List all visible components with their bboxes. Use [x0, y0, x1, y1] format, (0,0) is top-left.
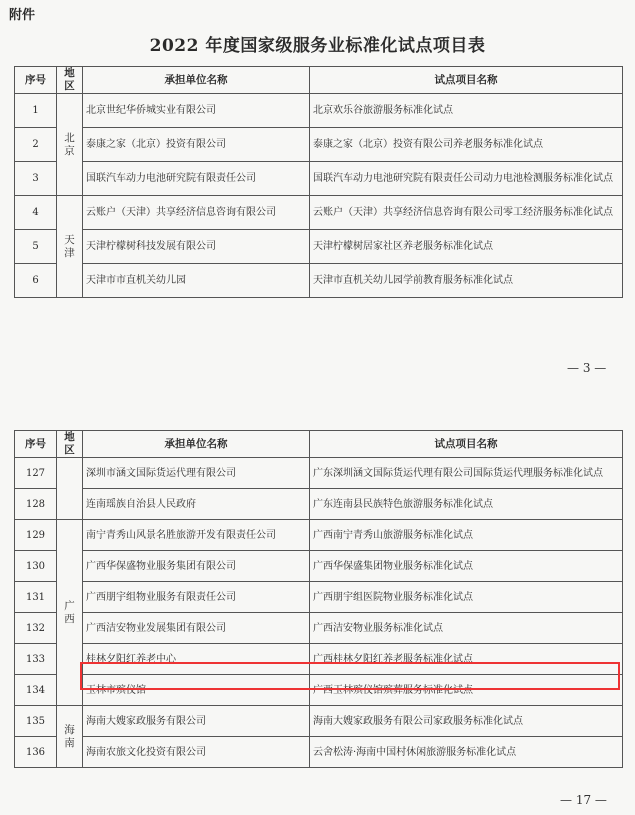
region-cell: 广西 — [57, 520, 83, 706]
region-cell: 海南 — [57, 706, 83, 768]
page-number: — 17 — — [560, 793, 607, 807]
row-unit: 连南瑶族自治县人民政府 — [83, 489, 310, 520]
region-cell: 天津 — [57, 196, 83, 298]
row-no: 3 — [15, 162, 57, 196]
table-row — [15, 196, 623, 230]
header-project: 试点项目名称 — [310, 67, 623, 94]
row-no: 135 — [15, 706, 57, 737]
row-project: 广东深圳涵文国际货运代理有限公司国际货运代理服务标准化试点 — [310, 458, 623, 489]
table-row — [15, 737, 623, 768]
page-title: 2022 年度国家级服务业标准化试点项目表 — [149, 36, 486, 56]
row-no: 128 — [15, 489, 57, 520]
pilot-table-page-17 — [14, 430, 623, 768]
row-unit: 国联汽车动力电池研究院有限责任公司 — [83, 162, 310, 196]
row-no: 133 — [15, 644, 57, 675]
row-project: 天津柠檬树居家社区养老服务标准化试点 — [310, 230, 623, 264]
header-project: 试点项目名称 — [310, 431, 623, 458]
region-cell: 北京 — [57, 94, 83, 196]
row-project: 云账户（天津）共享经济信息咨询有限公司零工经济服务标准化试点 — [310, 196, 623, 230]
row-project: 广西洁安物业服务标准化试点 — [310, 613, 623, 644]
row-unit: 广西朋宇组物业服务有限责任公司 — [83, 582, 310, 613]
table-row — [15, 675, 623, 706]
row-no: 6 — [15, 264, 57, 298]
row-no: 129 — [15, 520, 57, 551]
row-unit: 天津市市直机关幼儿园 — [83, 264, 310, 298]
table-header-row — [15, 431, 623, 458]
row-unit: 玉林市殡仪馆 — [83, 675, 310, 706]
header-no: 序号 — [15, 431, 57, 458]
row-unit: 南宁青秀山风景名胜旅游开发有限责任公司 — [83, 520, 310, 551]
row-project: 广西南宁青秀山旅游服务标准化试点 — [310, 520, 623, 551]
row-no: 131 — [15, 582, 57, 613]
table-row — [15, 94, 623, 128]
table-row — [15, 582, 623, 613]
row-no: 1 — [15, 94, 57, 128]
row-unit: 天津柠檬树科技发展有限公司 — [83, 230, 310, 264]
row-no: 136 — [15, 737, 57, 768]
row-unit: 泰康之家（北京）投资有限公司 — [83, 128, 310, 162]
table-row-highlighted — [15, 644, 623, 675]
table-row — [15, 128, 623, 162]
table-row — [15, 706, 623, 737]
row-no: 127 — [15, 458, 57, 489]
region-cell — [57, 458, 83, 520]
row-project: 广东连南县民族特色旅游服务标准化试点 — [310, 489, 623, 520]
pilot-table-page-3 — [14, 66, 623, 298]
row-unit: 广西洁安物业发展集团有限公司 — [83, 613, 310, 644]
row-unit: 桂林夕阳红养老中心 — [83, 644, 310, 675]
row-no: 5 — [15, 230, 57, 264]
row-project: 广西朋宇组医院物业服务标准化试点 — [310, 582, 623, 613]
row-project: 北京欢乐谷旅游服务标准化试点 — [310, 94, 623, 128]
row-unit: 海南大嫂家政服务有限公司 — [83, 706, 310, 737]
row-unit: 云账户（天津）共享经济信息咨询有限公司 — [83, 196, 310, 230]
row-project: 海南大嫂家政服务有限公司家政服务标准化试点 — [310, 706, 623, 737]
table-header-row — [15, 67, 623, 94]
row-project: 国联汽车动力电池研究院有限责任公司动力电池检测服务标准化试点 — [310, 162, 623, 196]
row-unit: 海南农旅文化投资有限公司 — [83, 737, 310, 768]
row-unit: 深圳市涵文国际货运代理有限公司 — [83, 458, 310, 489]
header-region: 地区 — [57, 67, 83, 94]
table-row — [15, 520, 623, 551]
table-row — [15, 458, 623, 489]
appendix-label: 附件 — [9, 8, 36, 23]
table-row — [15, 489, 623, 520]
table-row — [15, 551, 623, 582]
row-project: 云舍松涛·海南中国村休闲旅游服务标准化试点 — [310, 737, 623, 768]
table-row — [15, 162, 623, 196]
row-project: 天津市直机关幼儿园学前教育服务标准化试点 — [310, 264, 623, 298]
row-project: 泰康之家（北京）投资有限公司养老服务标准化试点 — [310, 128, 623, 162]
header-no: 序号 — [15, 67, 57, 94]
table-row — [15, 264, 623, 298]
row-no: 2 — [15, 128, 57, 162]
header-region: 地区 — [57, 431, 83, 458]
header-unit: 承担单位名称 — [83, 431, 310, 458]
row-unit: 广西华保盛物业服务集团有限公司 — [83, 551, 310, 582]
row-project: 广西玉林殡仪馆殡葬服务标准化试点 — [310, 675, 623, 706]
row-no: 134 — [15, 675, 57, 706]
row-no: 130 — [15, 551, 57, 582]
row-project: 广西华保盛集团物业服务标准化试点 — [310, 551, 623, 582]
table-row — [15, 613, 623, 644]
row-project: 广西桂林夕阳红养老服务标准化试点 — [310, 644, 623, 675]
table-row — [15, 230, 623, 264]
page-number: — 3 — — [567, 361, 607, 375]
row-unit: 北京世纪华侨城实业有限公司 — [83, 94, 310, 128]
row-no: 4 — [15, 196, 57, 230]
row-no: 132 — [15, 613, 57, 644]
header-unit: 承担单位名称 — [83, 67, 310, 94]
